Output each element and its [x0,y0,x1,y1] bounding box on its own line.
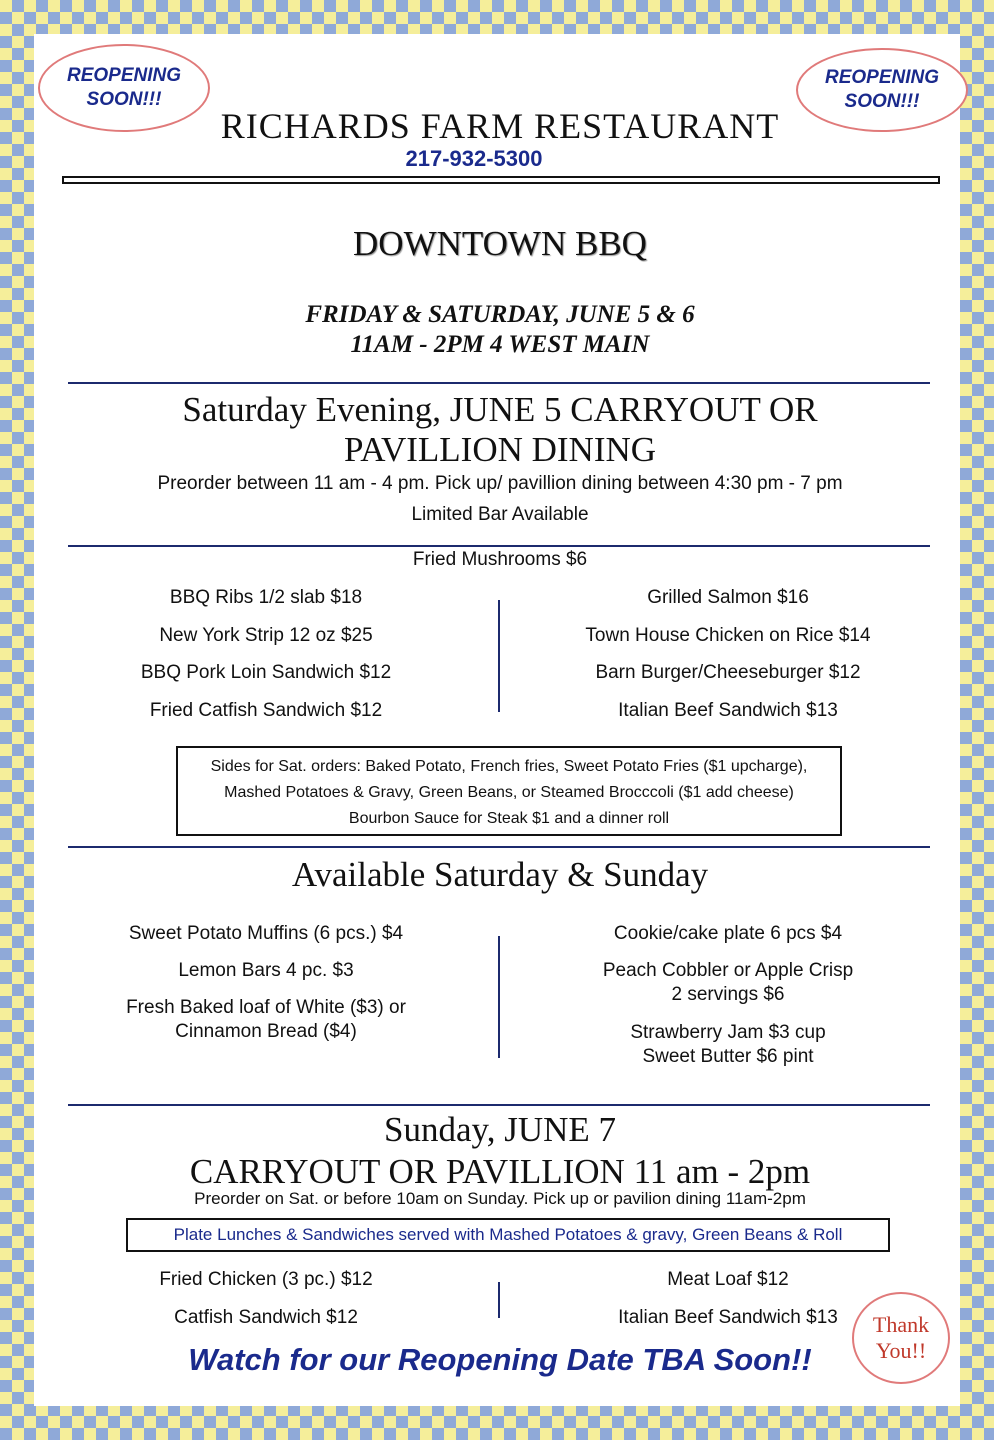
weekend-left-item: Fresh Baked loaf of White ($3) or Cinnamon Bread ($4) [126,997,406,1042]
sunday-plate-note-box [126,1218,890,1252]
saturday-right-item: Italian Beef Sandwich $13 [618,700,838,721]
weekend-left-item: Lemon Bars 4 pc. $3 [178,960,354,981]
sides-line-1: Sides for Sat. orders: Baked Potato, French fries, Sweet Potato Fries ($1 upcharge), [210,758,808,775]
weekend-right-item: Strawberry Jam $3 cup Sweet Butter $6 pint [630,1022,826,1067]
reopening-badge-right-text: REOPENING SOON!!! [824,67,940,112]
divider-2 [68,545,930,547]
thank-you-badge [852,1292,950,1384]
weekend-heading: Available Saturday & Sunday [291,855,709,894]
sunday-heading-line2: CARRYOUT OR PAVILLION 11 am - 2pm [189,1152,811,1191]
event-dates: FRIDAY & SATURDAY, JUNE 5 & 6 [305,301,695,328]
divider-1 [68,382,930,384]
saturday-sides-box [176,746,842,836]
sides-line-3: Bourbon Sauce for Steak $1 and a dinner roll [348,810,670,827]
saturday-preorder: Preorder between 11 am - 4 pm. Pick up/ pavillion dining between 4:30 pm - 7 pm [157,473,843,494]
divider-3 [68,846,930,848]
event-title: DOWNTOWN BBQ [353,224,647,263]
saturday-right-item: Town House Chicken on Rice $14 [585,625,871,646]
saturday-bar: Limited Bar Available [411,504,589,525]
weekend-column-divider [498,936,500,1058]
saturday-heading-line1: Saturday Evening, JUNE 5 CARRYOUT OR [182,390,818,429]
flyer-sheet [34,34,960,1406]
weekend-left-item: Sweet Potato Muffins (6 pcs.) $4 [128,923,404,944]
reopening-message: Watch for our Reopening Date TBA Soon!! [188,1342,812,1377]
sunday-plate-note: Plate Lunches & Sandwiches served with Mashed Potatoes & gravy, Green Beans & Roll [173,1225,843,1244]
sunday-heading-line1: Sunday, JUNE 7 [383,1110,617,1149]
saturday-heading-line2: PAVILLION DINING [343,430,657,469]
restaurant-name: RICHARDS FARM RESTAURANT [220,106,780,146]
saturday-left-item: BBQ Pork Loin Sandwich $12 [140,662,392,683]
phone-number: 217-932-5300 [405,146,543,171]
thank-you-text: Thank You!! [872,1312,930,1363]
saturday-left-item: New York Strip 12 oz $25 [159,625,373,646]
sunday-preorder: Preorder on Sat. or before 10am on Sunday. Pick up or pavilion dining 11am-2pm [194,1189,806,1208]
event-time-location: 11AM - 2PM 4 WEST MAIN [350,331,650,358]
sides-line-2: Mashed Potatoes & Gravy, Green Beans, or Steamed Brocccoli ($1 add cheese) [224,784,794,801]
saturday-right-item: Barn Burger/Cheeseburger $12 [595,662,861,683]
saturday-right-item: Grilled Salmon $16 [647,587,809,608]
sunday-left-item: Fried Chicken (3 pc.) $12 [159,1269,373,1290]
saturday-column-divider [498,600,500,712]
weekend-right-item: Peach Cobbler or Apple Crisp 2 servings $6 [602,960,854,1005]
weekend-right-item: Cookie/cake plate 6 pcs $4 [613,923,843,944]
sunday-left-item: Catfish Sandwich $12 [174,1307,358,1328]
saturday-featured-item: Fried Mushrooms $6 [412,549,588,570]
sunday-right-item: Meat Loaf $12 [667,1269,789,1290]
sunday-column-divider [498,1282,500,1318]
header-rule [62,176,940,184]
saturday-left-item: BBQ Ribs 1/2 slab $18 [169,587,363,608]
saturday-left-item: Fried Catfish Sandwich $12 [149,700,383,721]
reopening-badge-left-text: REOPENING SOON!!! [66,65,182,110]
sunday-right-item: Italian Beef Sandwich $13 [618,1307,838,1328]
divider-4 [68,1104,930,1106]
